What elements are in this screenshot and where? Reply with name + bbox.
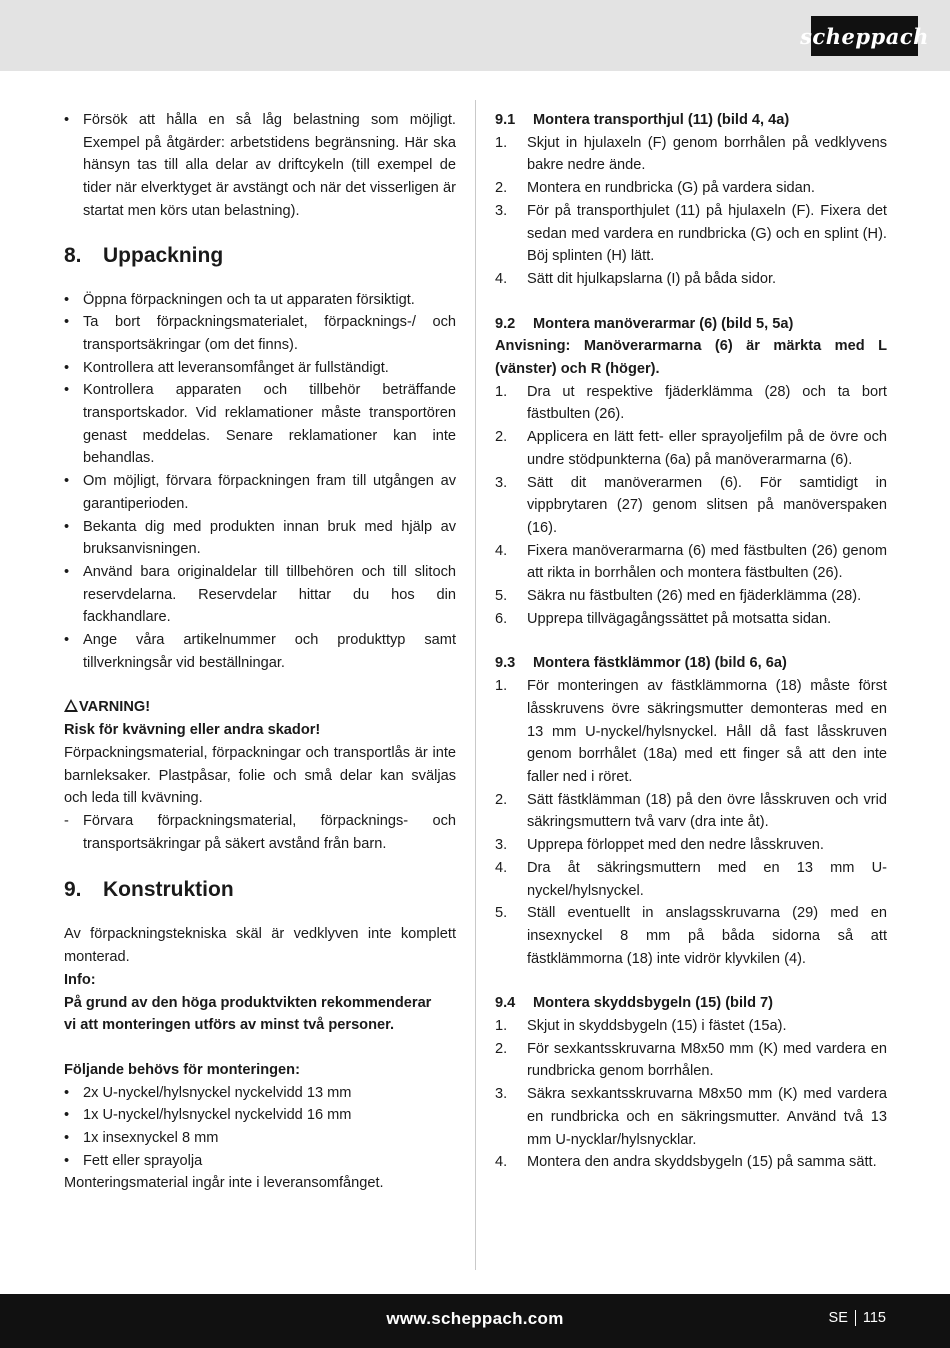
- list-item: 4. Dra åt säkringsmuttern med en 13 mm U-nyckel/hylsnyckel.: [495, 859, 887, 899]
- list-item: 2. Sätt fästklämman (18) på den övre låsskruven och vrid säkringsmuttern två varv (dra inte åt).: [495, 791, 887, 831]
- list-item-text: Om möjligt, förvara förpackningen fram till utgången av garantiperioden.: [83, 473, 456, 512]
- list-item-text: Montera den andra skyddsbygeln (15) på samma sätt.: [527, 1154, 877, 1171]
- subsection-number: 9.1: [495, 112, 516, 128]
- dash-item: - Förvara förpackningsmaterial, förpacknings- och transportsäkringar på säkert avstånd från barn.: [64, 812, 456, 852]
- list-item-text: Fixera manöverarmarna (6) med fästbulten (26) genom att rikta in borrhålen och montera fästbulten (26).: [527, 542, 887, 582]
- list-item: • Bekanta dig med produkten innan bruk med hjälp av bruksanvisningen.: [64, 518, 456, 558]
- page-separator: [855, 1310, 856, 1326]
- list-item: 4. Fixera manöverarmarna (6) med fästbulten (26) genom att rikta in borrhålen och montera fästbulten (26).: [495, 542, 887, 582]
- paragraph: Monteringsmaterial ingår inte i leveransomfånget.: [64, 1175, 384, 1192]
- list-item-text: Kontrollera apparaten och tillbehör beträffande transportskador. Vid reklamationer måste transportören genast meddelas. Senare reklamationer kan inte behandlas.: [83, 382, 456, 467]
- subsection-title: Montera manöverarmar (6) (bild 5, 5a): [533, 315, 794, 332]
- list-item-text: Säkra sexkantsskruvarna M8x50 mm (K) med vardera en rundbricka och en säkringsmutter. Använd två 13 mm U-nycklar/hylsnycklar.: [527, 1086, 887, 1148]
- list-item-text: För sexkantsskruvarna M8x50 mm (K) med vardera en rundbricka genom borrhålen.: [527, 1040, 887, 1080]
- dash-item-text: Förvara förpackningsmaterial, förpacknings- och transportsäkringar på säkert avstånd från barn.: [83, 812, 456, 852]
- subsection-number: 9.4: [495, 995, 516, 1012]
- list-item-text: Applicera en lätt fett- eller sprayoljefilm på de övre och undre stödpunkterna (6a) på manöverarmarna (6).: [527, 429, 887, 468]
- list-item-text: Montera en rundbricka (G) på vardera sidan.: [527, 180, 815, 197]
- section-title: Uppackning: [103, 243, 224, 267]
- info-text: vi att monteringen utförs av minst två personer.: [64, 1017, 395, 1034]
- list-item: 4. Sätt dit hjulkapslarna (I) på båda sidor.: [495, 270, 777, 287]
- list-item-text: Sätt dit manöverarmen (6). För samtidigt in vippbrytaren (27) genom slitsen på manöverspaken (16).: [527, 474, 887, 536]
- list-item-text: Använd bara originaldelar till tillbehören och till slitoch reservdelarna. Reservdelar hittar du hos din fackhandlare.: [83, 563, 456, 626]
- list-item-text: Fett eller sprayolja: [83, 1152, 203, 1169]
- list-item: • Försök att hålla en så låg belastning som möjligt. Exempel på åtgärder: arbetstidens begränsning. Här ska hänsyn tas till alla delar av driftcykeln (till exempel de tider när elverktyget är avstängt och när det visserligen är startat men körs utan belastning).: [64, 112, 456, 219]
- list-item-text: Skjut in skyddsbygeln (15) i fästet (15a).: [527, 1018, 787, 1035]
- list-item: 2. För sexkantsskruvarna M8x50 mm (K) med vardera en rundbricka genom borrhålen.: [495, 1040, 887, 1080]
- page-indicator: [829, 1310, 886, 1326]
- list-item-text: Sätt dit hjulkapslarna (I) på båda sidor.: [527, 270, 777, 287]
- instruction-note: Anvisning: Manöverarmarna (6) är märkta med L (vänster) och R (höger).: [495, 338, 887, 378]
- list-item: • Öppna förpackningen och ta ut apparaten försiktigt.: [64, 291, 415, 308]
- subsection-title: Montera skyddsbygeln (15) (bild 7): [533, 995, 774, 1012]
- footer-url[interactable]: www.scheppach.com: [386, 1309, 564, 1328]
- list-item: • Om möjligt, förvara förpackningen fram till utgången av garantiperioden.: [64, 473, 456, 512]
- info-label: Info:: [64, 971, 96, 988]
- section-9-4-heading: [495, 992, 887, 1015]
- list-item: • Fett eller sprayolja: [64, 1152, 203, 1169]
- language-code: SE: [828, 1310, 848, 1326]
- section-9-3-heading: [495, 652, 887, 675]
- list-item: 6. Upprepa tillvägagångssättet på motsatta sidan.: [495, 610, 832, 627]
- list-item: • 2x U-nyckel/hylsnyckel nyckelvidd 13 mm: [64, 1084, 352, 1101]
- list-item: 1. Dra ut respektive fjäderklämma (28) och ta bort fästbulten (26).: [495, 383, 887, 423]
- list-item-text: 1x U-nyckel/hylsnyckel nyckelvidd 16 mm: [83, 1107, 352, 1124]
- list-item-text: Upprepa förloppet med den nedre låsskruven.: [527, 837, 824, 854]
- list-item-text: Upprepa tillvägagångssättet på motsatta sidan.: [527, 610, 832, 627]
- list-item-text: Ange våra artikelnummer och produkttyp samt tillverkningsår vid beställningar.: [83, 632, 456, 671]
- list-item-text: Öppna förpackningen och ta ut apparaten försiktigt.: [83, 291, 415, 308]
- list-item: • 1x insexnyckel 8 mm: [64, 1130, 219, 1147]
- list-item: 4. Montera den andra skyddsbygeln (15) på samma sätt.: [495, 1154, 877, 1171]
- warning-heading: [64, 696, 456, 719]
- column-divider: [475, 100, 476, 1270]
- section-number: 8.: [64, 243, 82, 267]
- left-column: [64, 109, 456, 1195]
- list-item: 1. För monteringen av fästklämmorna (18) måste först låsskruvens övre säkringsmutter demonteras med en 13 mm U-nyckel/hylsnyckel. Håll då fast låsskruven genom borrhålet (18a) med ett finger så att den inte faller ned i röret.: [495, 678, 887, 785]
- paragraph: Av förpackningstekniska skäl är vedklyven inte komplett monterad.: [64, 926, 456, 966]
- warning-subheading: Risk för kvävning eller andra skador!: [64, 722, 321, 739]
- list-item: • Ta bort förpackningsmaterialet, förpacknings-/ och transportsäkringar (om det finns).: [64, 314, 456, 353]
- section-number: 9.: [64, 878, 82, 902]
- list-item-text: Sätt fästklämman (18) på den övre låsskruven och vrid säkringsmuttern två varv (dra inte åt).: [527, 791, 887, 831]
- list-item-text: För på transporthjulet (11) på hjulaxeln (F). Fixera det sedan med vardera en rundbricka (G) och en splint (H). Böj splinten (H) lätt.: [527, 202, 887, 265]
- list-item: 5. Ställ eventuellt in anslagsskruvarna (29) med en insexnyckel 8 mm på båda sidorna så att fästklämmorna (18) inte vidrör klyvkilen (4).: [495, 905, 887, 967]
- list-item: • Kontrollera att leveransomfånget är fullständigt.: [64, 359, 389, 376]
- header-bar: [0, 0, 950, 71]
- section-title: Konstruktion: [103, 878, 234, 902]
- needs-heading: Följande behövs för monteringen:: [64, 1061, 300, 1078]
- list-item: 3. Sätt dit manöverarmen (6). För samtidigt in vippbrytaren (27) genom slitsen på manöverspaken (16).: [495, 474, 887, 536]
- list-item-text: Säkra nu fästbulten (26) med en fjäderklämma (28).: [527, 588, 862, 605]
- list-item: • Kontrollera apparaten och tillbehör beträffande transportskador. Vid reklamationer måste transportören genast meddelas. Senare reklamationer kan inte behandlas.: [64, 382, 456, 467]
- warning-text: Förpackningsmaterial, förpackningar och transportlås är inte barnleksaker. Plastpåsar, folie och små delar kan sväljas och leda till kvävning.: [64, 744, 456, 807]
- list-item: 1. Skjut in hjulaxeln (F) genom borrhålen på vedklyvens bakre nedre ände.: [495, 134, 887, 174]
- list-item: 3. Upprepa förloppet med den nedre låsskruven.: [495, 837, 824, 854]
- section-9-1-heading: [495, 109, 887, 132]
- list-item: 5. Säkra nu fästbulten (26) med en fjäderklämma (28).: [495, 588, 862, 605]
- list-item-text: 2x U-nyckel/hylsnyckel nyckelvidd 13 mm: [83, 1084, 352, 1101]
- list-item-text: 1x insexnyckel 8 mm: [83, 1130, 219, 1147]
- section-9-2-heading: [495, 313, 887, 336]
- list-item-text: Skjut in hjulaxeln (F) genom borrhålen på vedklyvens bakre nedre ände.: [527, 134, 887, 174]
- list-item-text: Ställ eventuellt in anslagsskruvarna (29) med en insexnyckel 8 mm på båda sidorna så att fästklämmorna (18) inte vidrör klyvkilen (4).: [527, 905, 887, 967]
- list-item-text: Ta bort förpackningsmaterialet, förpacknings-/ och transportsäkringar (om det finns).: [83, 314, 456, 353]
- subsection-title: Montera transporthjul (11) (bild 4, 4a): [533, 112, 790, 128]
- list-item: 3. För på transporthjulet (11) på hjulaxeln (F). Fixera det sedan med vardera en rundbricka (G) och en splint (H). Böj splinten (H) lätt.: [495, 202, 887, 265]
- footer-bar: [0, 1294, 950, 1348]
- list-item-text: Dra ut respektive fjäderklämma (28) och ta bort fästbulten (26).: [527, 383, 887, 423]
- page-number: 115: [862, 1310, 886, 1326]
- warning-triangle-icon: [64, 699, 78, 712]
- info-text: På grund av den höga produktvikten rekommenderar: [64, 994, 432, 1011]
- scheppach-logo: scheppach: [811, 16, 918, 56]
- list-item-text: Bekanta dig med produkten innan bruk med hjälp av bruksanvisningen.: [83, 518, 456, 558]
- list-item: • Använd bara originaldelar till tillbehören och till slitoch reservdelarna. Reservdelar hittar du hos din fackhandlare.: [64, 563, 456, 626]
- list-item: 3. Säkra sexkantsskruvarna M8x50 mm (K) med vardera en rundbricka och en säkringsmutter. Använd två 13 mm U-nycklar/hylsnycklar.: [495, 1086, 887, 1148]
- list-item: 2. Applicera en lätt fett- eller sprayoljefilm på de övre och undre stödpunkterna (6a) på manöverarmarna (6).: [495, 429, 887, 468]
- list-item-text: Kontrollera att leveransomfånget är fullständigt.: [83, 359, 389, 376]
- subsection-number: 9.2: [495, 315, 516, 332]
- list-item-text: För monteringen av fästklämmorna (18) måste först låsskruvens övre säkringsmutter demonteras med en 13 mm U-nyckel/hylsnyckel. Håll då fast låsskruven genom borrhålet (18a) med ett finger så att den inte faller ned i röret.: [527, 678, 887, 785]
- subsection-title: Montera fästklämmor (18) (bild 6, 6a): [533, 655, 787, 672]
- subsection-number: 9.3: [495, 655, 516, 672]
- warning-label: VARNING!: [79, 699, 151, 716]
- section-9-heading: [64, 877, 456, 903]
- list-item: • 1x U-nyckel/hylsnyckel nyckelvidd 16 mm: [64, 1107, 352, 1124]
- list-item: • Ange våra artikelnummer och produkttyp samt tillverkningsår vid beställningar.: [64, 632, 456, 671]
- list-item: 1. Skjut in skyddsbygeln (15) i fästet (15a).: [495, 1018, 787, 1035]
- list-item: 2. Montera en rundbricka (G) på vardera sidan.: [495, 180, 815, 197]
- right-column: [495, 109, 887, 1174]
- list-item-text: Dra åt säkringsmuttern med en 13 mm U-nyckel/hylsnyckel.: [527, 859, 887, 899]
- intro-bullet-text: Försök att hålla en så låg belastning som möjligt. Exempel på åtgärder: arbetstidens begränsning. Här ska hänsyn tas till alla delar av driftcykeln (till exempel de tider när elverktyget är avstängt och när det visserligen är startat men körs utan belastning).: [83, 112, 456, 219]
- section-8-heading: [64, 243, 456, 269]
